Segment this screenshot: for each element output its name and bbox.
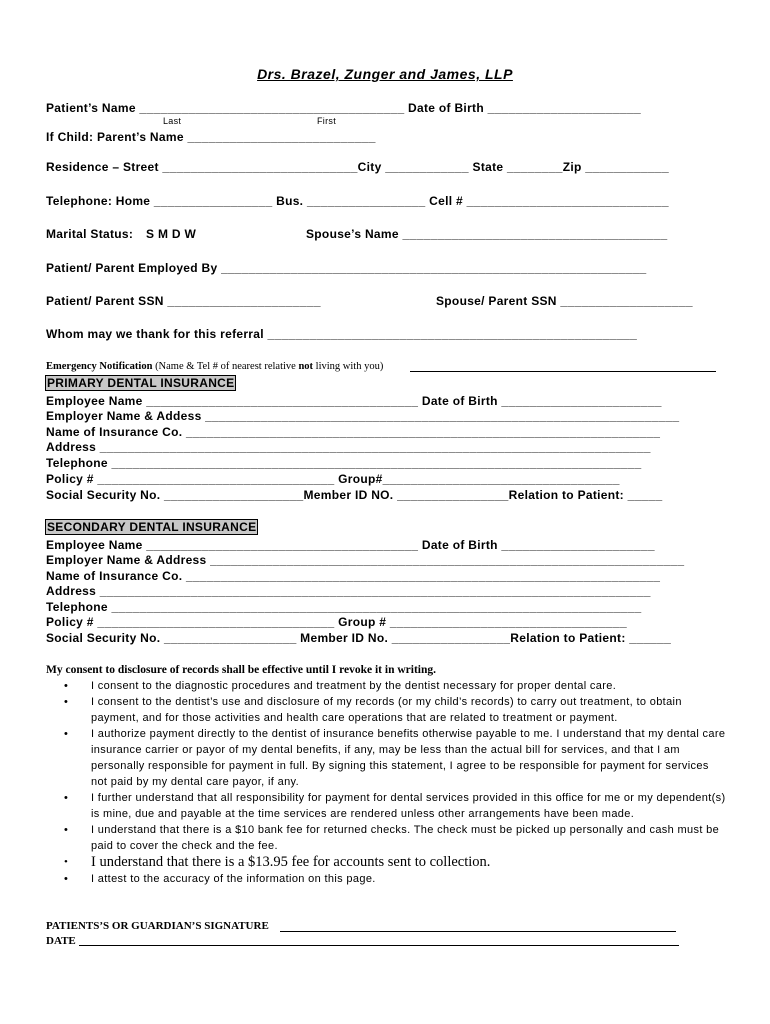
primary-insurance-co-row[interactable]: Name of Insurance Co. ____________________________________________________________________ (46, 425, 661, 439)
list-item (46, 726, 726, 790)
consent-text: I consent to the diagnostic procedures and treatment by the dentist necessary for proper dental care. (91, 680, 617, 692)
emergency-note-bold: not (298, 361, 314, 372)
telephone-row[interactable]: Telephone: Home _________________ Bus. _________________ Cell # _____________________________ (46, 194, 669, 208)
emergency-line[interactable] (410, 371, 716, 372)
list-item (46, 790, 726, 822)
referral-row[interactable]: Whom may we thank for this referral _____________________________________________________ (46, 327, 638, 341)
primary-policy-row[interactable]: Policy # __________________________________ Group#__________________________________ (46, 472, 620, 486)
marital-status-options[interactable]: S M D W (146, 227, 197, 241)
emergency-note: (Name & Tel # of nearest relative (152, 361, 299, 372)
form-title: Drs. Brazel, Zunger and James, LLP (257, 66, 513, 82)
list-item (46, 694, 726, 726)
emergency-label: Emergency Notification (46, 361, 153, 372)
marital-status-label: Marital Status: (46, 227, 134, 241)
list-item (46, 822, 726, 854)
bullet-icon: • (64, 856, 68, 868)
secondary-insurance-co-row[interactable]: Name of Insurance Co. ____________________________________________________________________ (46, 569, 661, 583)
emergency-note-end: living with you) (313, 361, 384, 372)
primary-employer-row[interactable]: Employer Name & Addess ____________________________________________________________________ (46, 409, 680, 423)
last-label: Last (163, 116, 182, 126)
bullet-icon: • (64, 873, 69, 885)
secondary-employer-row[interactable]: Employer Name & Address ____________________________________________________________________ (46, 553, 685, 567)
signature-line[interactable] (280, 931, 676, 932)
spouse-name-row[interactable]: Spouse’s Name ______________________________________ (306, 227, 668, 241)
consent-text: I understand that there is a $13.95 fee for accounts sent to collection. (91, 854, 491, 870)
secondary-ssn-row[interactable]: Social Security No. ___________________ Member ID No. _________________Relation to Patient: ______ (46, 631, 672, 645)
consent-text: I authorize payment directly to the dentist of insurance benefits otherwise payable to me. I understand that my dental care insurance carrier or payor of my dental benefits, if any, may be less than the actual bill for services, and that I am personally responsible for payment in full. By signing this statement, I agree to be responsible for payment for services not paid by my dental care payor, if any. (91, 728, 726, 788)
spouse-ssn-row[interactable]: Spouse/ Parent SSN ___________________ (436, 294, 693, 308)
consent-list (46, 678, 726, 887)
employer-row[interactable]: Patient/ Parent Employed By _____________________________________________________________ (46, 261, 647, 275)
bullet-icon: • (64, 696, 69, 708)
primary-heading-text: PRIMARY DENTAL INSURANCE (47, 376, 235, 390)
residence-row[interactable]: Residence – Street ____________________________City ____________ State ________Zip ____________ (46, 160, 669, 174)
date-line[interactable] (79, 945, 679, 946)
secondary-policy-row[interactable]: Policy # __________________________________ Group # __________________________________ (46, 615, 627, 629)
bullet-icon: • (64, 728, 69, 740)
consent-text: I consent to the dentist’s use and disclosure of my records (or my child’s records) to carry out treatment, to obtain payment, and for those activities and health care operations that are related to treatment or payment. (91, 696, 682, 724)
consent-text: I attest to the accuracy of the information on this page. (91, 873, 376, 885)
list-item (46, 678, 726, 694)
consent-text: I understand that there is a $10 bank fee for returned checks. The check must be picked up personally and cash must be paid to cover the check and the fee. (91, 824, 720, 852)
primary-employee-name-row[interactable]: Employee Name _______________________________________ Date of Birth _______________________ (46, 394, 662, 408)
consent-text: I further understand that all responsibility for payment for dental services provided in this office for me or my dependent(s) is mine, due and payable at the time services are rendered unless other arrangements have been made. (91, 792, 726, 820)
patient-ssn-row[interactable]: Patient/ Parent SSN ______________________ (46, 294, 321, 308)
primary-ssn-row[interactable]: Social Security No. ____________________Member ID NO. ________________Relation to Patient: _____ (46, 488, 663, 502)
parent-name-row[interactable]: If Child: Parent’s Name ___________________________ (46, 130, 376, 144)
list-item (46, 854, 726, 871)
first-label: First (317, 116, 336, 126)
list-item (46, 871, 726, 887)
patient-name-row[interactable]: Patient’s Name ______________________________________ Date of Birth ______________________ (46, 101, 642, 115)
consent-heading: My consent to disclosure of records shall be effective until I revoke it in writing. (46, 664, 437, 676)
secondary-telephone-row[interactable]: Telephone ____________________________________________________________________________ (46, 600, 642, 614)
bullet-icon: • (64, 824, 69, 836)
secondary-employee-name-row[interactable]: Employee Name _______________________________________ Date of Birth ______________________ (46, 538, 655, 552)
primary-telephone-row[interactable]: Telephone ____________________________________________________________________________ (46, 456, 642, 470)
secondary-address-row[interactable]: Address _______________________________________________________________________________ (46, 584, 651, 598)
primary-address-row[interactable]: Address _______________________________________________________________________________ (46, 440, 651, 454)
bullet-icon: • (64, 680, 69, 692)
primary-heading (45, 376, 236, 390)
secondary-heading-text: SECONDARY DENTAL INSURANCE (47, 520, 257, 534)
secondary-heading (45, 520, 258, 534)
signature-label: PATIENTS’S OR GUARDIAN’S SIGNATURE (46, 920, 269, 932)
emergency-notification (46, 361, 383, 372)
date-label: DATE (46, 935, 76, 947)
bullet-icon: • (64, 792, 69, 804)
